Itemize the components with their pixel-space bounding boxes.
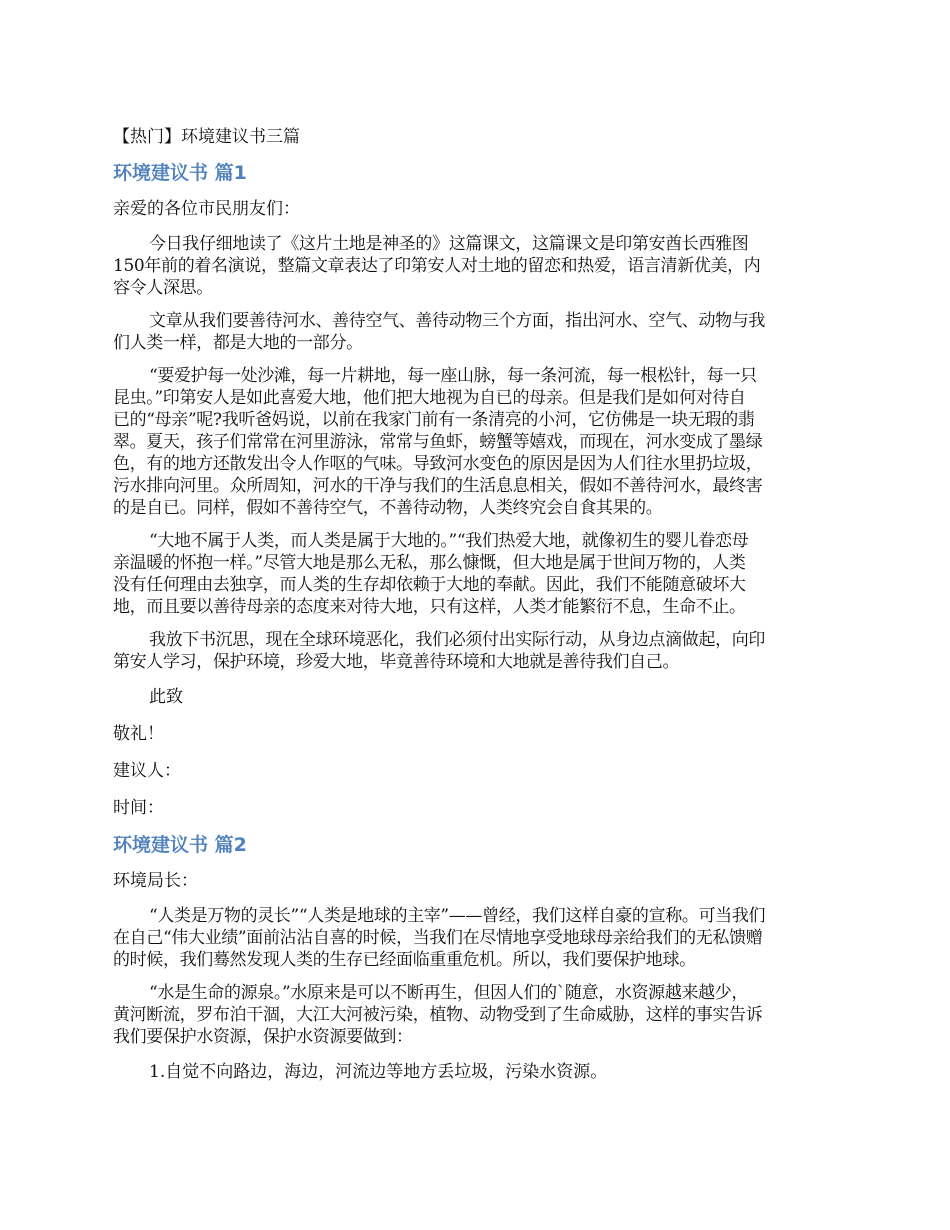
article-1-heading: 环境建议书 篇1 [113,162,247,184]
article-1-paragraph-5 [113,629,840,673]
text-line: “要爱护每一处沙滩，每一片耕地，每一座山脉，每一条河流，每一根松针，每一只 [149,366,757,386]
text-line: 昆虫。”印第安人是如此喜爱大地，他们把大地视为自已的母亲。但是我们是如何对待自 [113,388,746,408]
text-line: 们人类一样，都是大地的一部分。 [113,333,363,353]
article-2-paragraph-1 [113,905,840,971]
text-line: 的时候，我们蓦然发现人类的生存已经面临重重危机。所以，我们要保护地球。 [113,950,696,970]
text-line: 第安人学习，保护环境，珍爱大地，毕竟善待环境和大地就是善待我们自己。 [113,652,680,672]
article-1-paragraph-4 [113,530,840,618]
list-item-1: 1.自觉不向路边，海边，河流边等地方丢垃圾，污染水资源。 [149,1062,608,1082]
article-1-paragraph-1 [113,233,840,299]
text-line: 我放下书沉思，现在全球环境恶化，我们必须付出实际行动，从身边点滴做起，向印 [149,630,766,650]
text-line: “水是生命的源泉。”水原来是可以不断再生，但因人们的`随意，水资源越来越少， [149,983,749,1003]
text-line: 已的“母亲”呢?我听爸妈说，以前在我家门前有一条清亮的小河，它仿佛是一块无瑕的翡 [113,410,755,430]
text-line: “人类是万物的灵长”“人类是地球的主宰”——曾经，我们这样自豪的宣称。可当我们 [149,906,766,926]
text-line: 污水排向河里。众所周知，河水的干净与我们的生活息息相关，假如不善待河水，最终害 [113,476,763,496]
time-line: 时间： [113,798,164,818]
text-line: 地，而且要以善待母亲的态度来对待大地，只有这样，人类才能繁衍不息，生命不止。 [113,597,746,617]
text-line: “大地不属于人类，而人类是属于大地的。”“我们热爱大地，就像初生的婴儿眷恋母 [149,531,749,551]
regards-line: 敬礼！ [113,724,164,744]
article-1-paragraph-3 [113,365,840,519]
text-line: 的是自已。同样，假如不善待空气，不善待动物，人类终究会自食其果的。 [113,498,663,518]
text-line: 黄河断流，罗布泊干涸，大江大河被污染，植物、动物受到了生命威胁，这样的事实告诉 [113,1005,763,1025]
closing-line: 此致 [149,687,183,707]
document-page [113,124,840,1096]
article-1-paragraph-2 [113,310,840,354]
article-2-paragraph-2 [113,982,840,1048]
text-line: 150年前的着名演说，整篇文章表达了印第安人对土地的留恋和热爱，语言清新优美，内 [113,256,761,276]
article-2-heading: 环境建议书 篇2 [113,834,247,856]
text-line: 文章从我们要善待河水、善待空气、善待动物三个方面，指出河水、空气、动物与我 [149,311,766,331]
document-title: 【热门】环境建议书三篇 [113,127,300,147]
proposer-line: 建议人： [113,761,181,781]
text-line: 翠。夏天，孩子们常常在河里游泳，常常与鱼虾，螃蟹等嬉戏，而现在，河水变成了墨绿 [113,432,763,452]
text-line: 我们要保护水资源，保护水资源要做到： [113,1027,413,1047]
text-line: 色，有的地方还散发出令人作呕的气味。导致河水变色的原因是因为人们往水里扔垃圾， [113,454,763,474]
article-2-salutation: 环境局长： [113,871,198,891]
text-line: 在自己“伟大业绩”面前沾沾自喜的时候，当我们在尽情地享受地球母亲给我们的无私馈赠 [113,928,763,948]
text-line: 今日我仔细地读了《这片土地是神圣的》这篇课文，这篇课文是印第安酋长西雅图 [149,234,749,254]
article-1-salutation: 亲爱的各位市民朋友们： [113,199,300,219]
text-line: 容令人深思。 [113,278,213,298]
text-line: 没有任何理由去独享，而人类的生存却依赖于大地的奉献。因此，我们不能随意破坏大 [113,575,746,595]
text-line: 亲温暖的怀抱一样。”尽管大地是那么无私，那么慷慨，但大地是属于世间万物的，人类 [113,553,746,573]
